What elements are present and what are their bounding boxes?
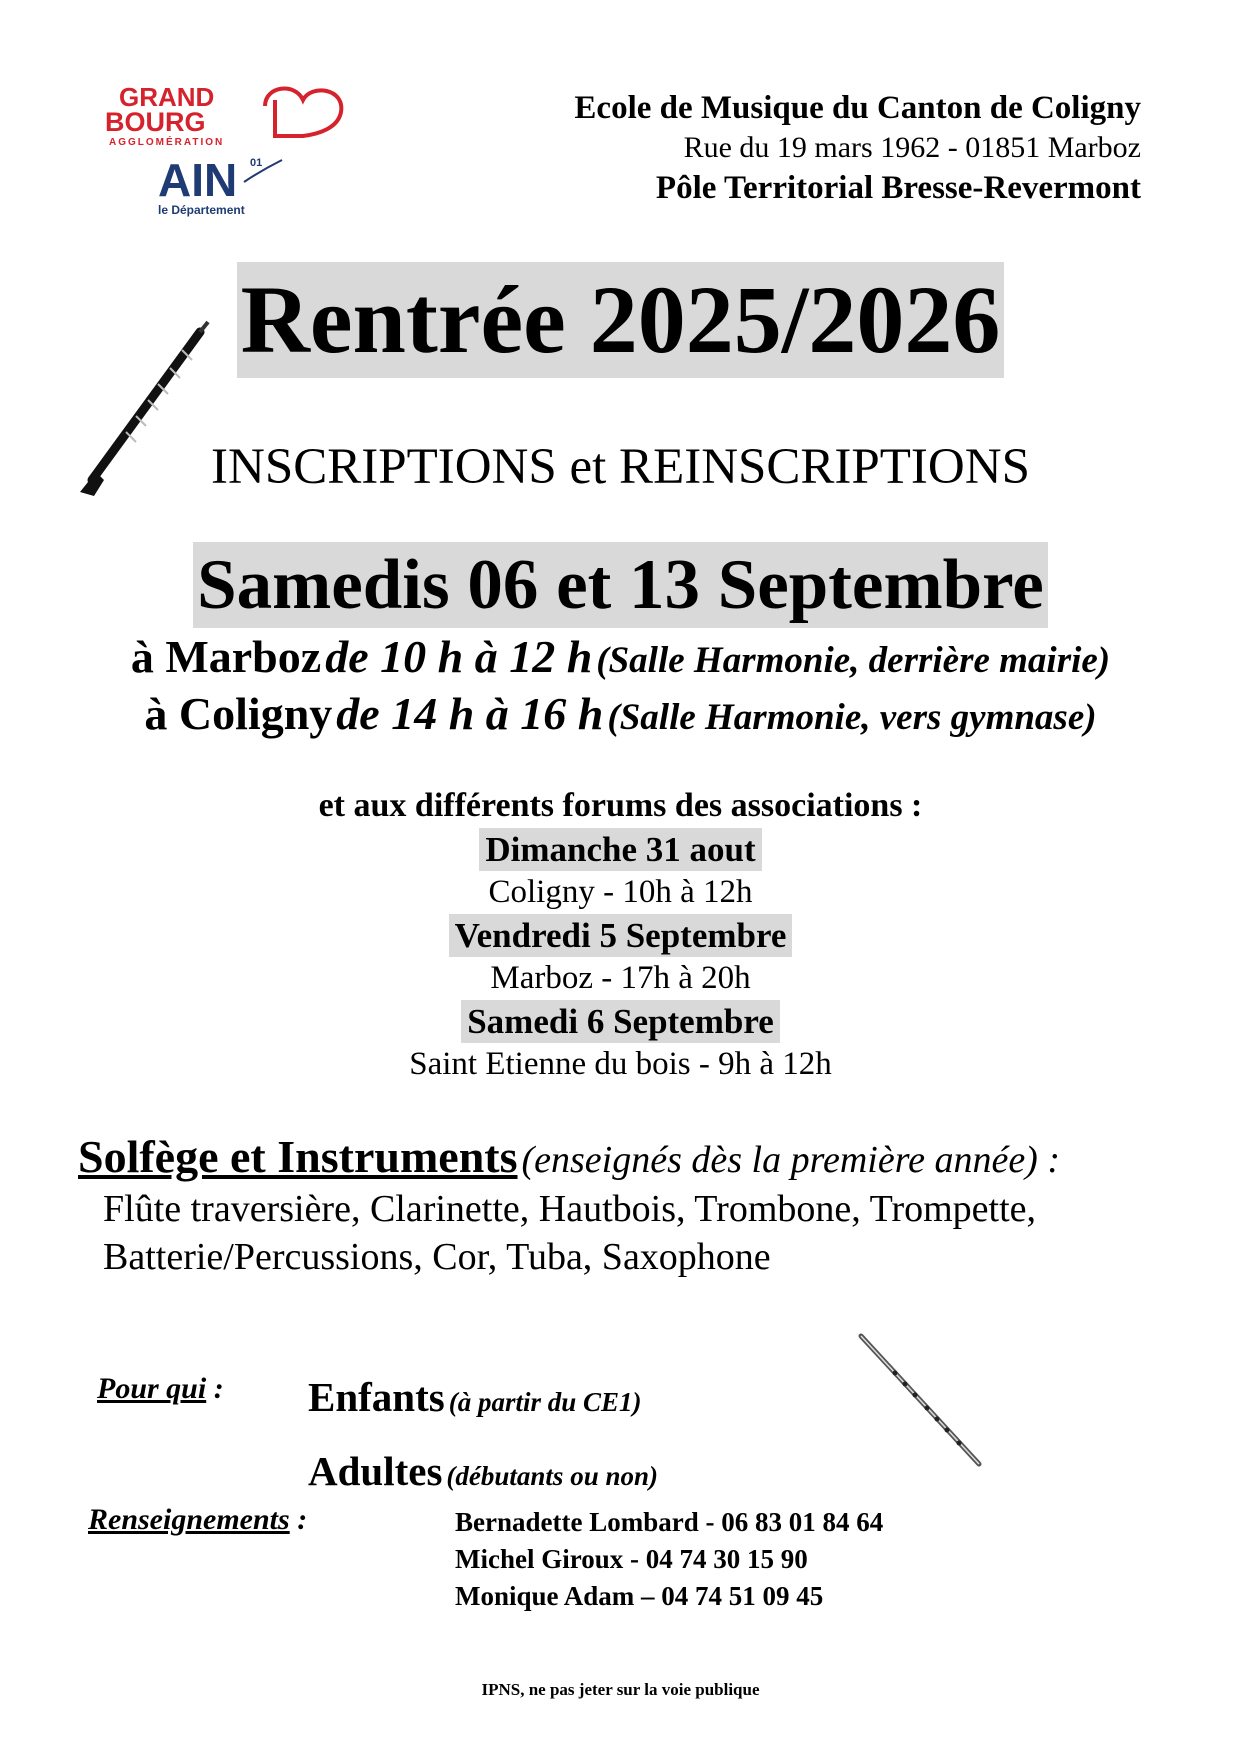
forums-intro: et aux différents forums des associations :: [318, 787, 923, 824]
grand-bourg-logo: [105, 78, 355, 148]
pour-qui-colon: :: [213, 1372, 224, 1405]
school-header: [574, 88, 1141, 208]
subtitle: INSCRIPTIONS et REINSCRIPTIONS: [211, 439, 1030, 495]
audience-name: Adultes: [308, 1448, 443, 1494]
school-name: Ecole de Musique du Canton de Coligny: [574, 90, 1141, 126]
forum-place: Marboz - 17h à 20h: [490, 960, 751, 996]
contact-line: Monique Adam – 04 74 51 09 45: [455, 1581, 824, 1611]
location-place: à Marboz: [130, 631, 322, 682]
logo-bourg-text: BOURG: [105, 107, 206, 137]
solfege-heading: [78, 1130, 1060, 1183]
dates-container: [0, 542, 1241, 628]
pour-qui-label: [97, 1372, 224, 1406]
ain-logo: [158, 152, 298, 222]
audience-detail: (débutants ou non): [446, 1461, 658, 1491]
forum-day: Dimanche 31 aout: [479, 828, 761, 871]
pour-qui-text: Pour qui: [97, 1372, 207, 1405]
location-place: à Coligny: [144, 688, 333, 739]
contacts-list: [455, 1504, 883, 1615]
audience-name: Enfants: [308, 1374, 445, 1420]
location-venue: (Salle Harmonie, derrière mairie): [596, 640, 1111, 681]
contact-line: Michel Giroux - 04 74 30 15 90: [455, 1544, 808, 1574]
location-venue: (Salle Harmonie, vers gymnase): [607, 697, 1097, 738]
renseignements-label: [88, 1503, 307, 1537]
page-title: Rentrée 2025/2026: [237, 262, 1005, 378]
logo-ain-tagline: le Département: [158, 203, 245, 217]
flute-icon: [855, 1330, 985, 1470]
audience-list: [308, 1365, 658, 1513]
forum-place: Coligny - 10h à 12h: [488, 874, 753, 910]
instruments-line: Flûte traversière, Clarinette, Hautbois, Trombone, Trompette,: [103, 1188, 1037, 1230]
forum-day: Vendredi 5 Septembre: [449, 914, 793, 957]
renseignements-colon: :: [297, 1503, 308, 1536]
solfege-title: Solfège et Instruments: [78, 1131, 518, 1182]
audience-item: [308, 1439, 658, 1513]
location-coligny: [0, 687, 1241, 740]
school-pole: Pôle Territorial Bresse-Revermont: [655, 170, 1141, 206]
forums-section: [0, 784, 1241, 1086]
location-hours: de 14 h à 16 h: [336, 688, 604, 739]
logo-ain-number: 01: [250, 157, 263, 169]
heart-icon: [265, 89, 341, 136]
forum-place: Saint Etienne du bois - 9h à 12h: [409, 1046, 832, 1082]
location-hours: de 10 h à 12 h: [325, 631, 593, 682]
main-dates: Samedis 06 et 13 Septembre: [193, 542, 1048, 628]
logo-agglomeration-text: AGGLOMÉRATION: [109, 137, 225, 148]
contact-line: Bernadette Lombard - 06 83 01 84 64: [455, 1507, 884, 1537]
audience-item: [308, 1365, 658, 1439]
school-address: Rue du 19 mars 1962 - 01851 Marboz: [683, 131, 1141, 164]
logo-grand-text: GRAND: [119, 82, 215, 112]
instruments-list: [103, 1185, 1036, 1281]
logo-ain-text: AIN: [158, 154, 238, 206]
forum-day: Samedi 6 Septembre: [461, 1000, 780, 1043]
footer-note: IPNS, ne pas jeter sur la voie publique: [481, 1680, 760, 1699]
instruments-line: Batterie/Percussions, Cor, Tuba, Saxophone: [103, 1236, 771, 1278]
location-marboz: [0, 630, 1241, 683]
renseignements-text: Renseignements: [88, 1503, 290, 1536]
solfege-note: (enseignés dès la première année) :: [521, 1139, 1060, 1181]
audience-detail: (à partir du CE1): [448, 1387, 642, 1417]
